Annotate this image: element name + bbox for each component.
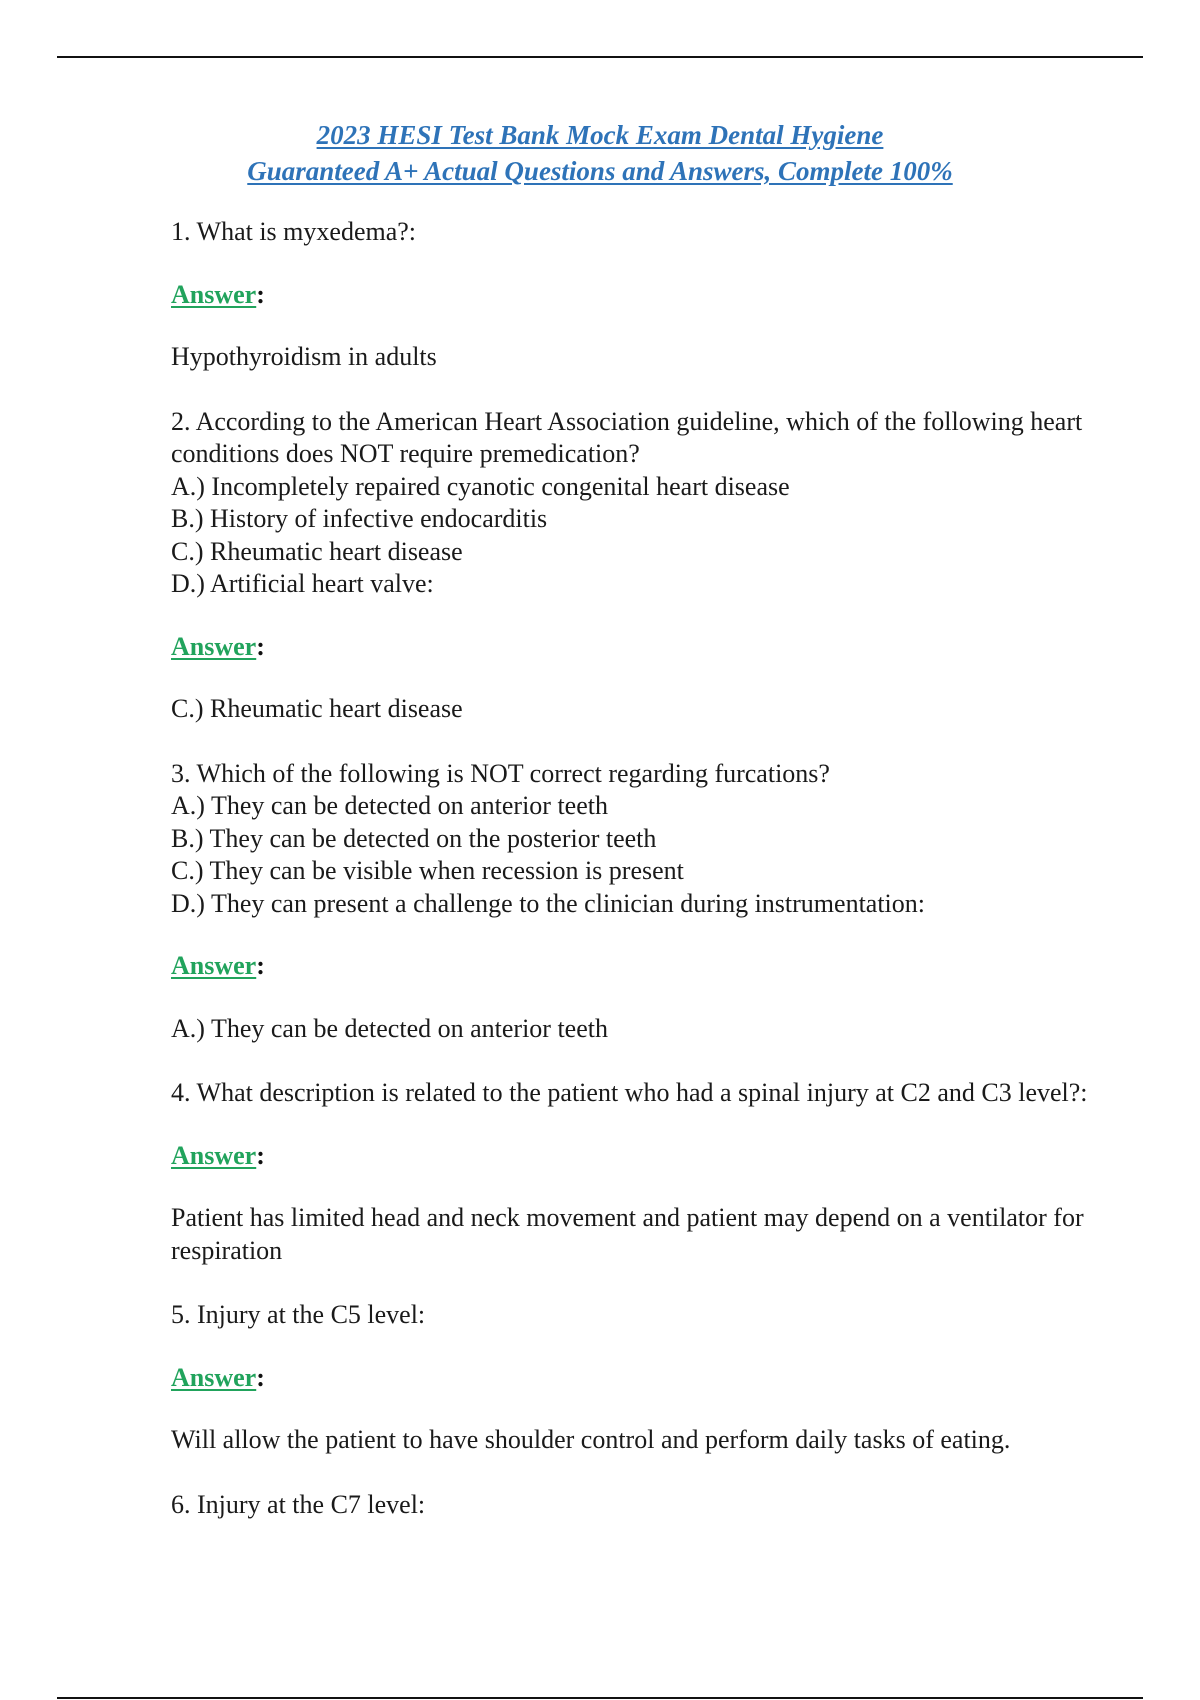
question-text: 6. Injury at the C7 level: — [171, 1489, 426, 1519]
question-3 — [171, 758, 1101, 1046]
answer-label: Answer: — [171, 951, 265, 980]
answer-text: Patient has limited head and neck movement and patient may depend on a ventilator for respiration — [171, 1203, 1084, 1265]
question-text: 4. What description is related to the patient who had a spinal injury at C2 and C3 level?: — [171, 1078, 1088, 1107]
option-d: D.) Artificial heart valve: — [171, 569, 434, 598]
option-a: A.) Incompletely repaired cyanotic congenital heart disease — [171, 471, 790, 501]
question-6 — [171, 1489, 1101, 1522]
question-text: 3. Which of the following is NOT correct regarding furcations? — [171, 758, 830, 788]
question-4 — [171, 1077, 1101, 1267]
option-d: D.) They can present a challenge to the clinician during instrumentation: — [171, 888, 925, 918]
option-a: A.) They can be detected on anterior teeth — [171, 791, 608, 820]
question-2 — [171, 406, 1101, 726]
question-text: 5. Injury at the C5 level: — [171, 1300, 426, 1329]
answer-label: Answer: — [171, 1362, 265, 1392]
option-c: C.) Rheumatic heart disease — [171, 536, 463, 566]
answer-text: A.) They can be detected on anterior teeth — [171, 1013, 608, 1043]
bottom-rule — [57, 1697, 1143, 1699]
answer-text: C.) Rheumatic heart disease — [171, 694, 463, 723]
document-title — [0, 117, 1200, 189]
title-line-1: 2023 HESI Test Bank Mock Exam Dental Hygiene — [316, 120, 884, 150]
answer-label: Answer: — [171, 631, 265, 661]
qa-content — [171, 216, 1101, 1521]
question-5 — [171, 1299, 1101, 1457]
question-text: 1. What is myxedema?: — [171, 217, 417, 246]
top-rule — [57, 56, 1143, 58]
answer-text: Will allow the patient to have shoulder control and perform daily tasks of eating. — [171, 1425, 1011, 1454]
title-line-2: Guaranteed A+ Actual Questions and Answers, Complete 100% — [247, 156, 953, 186]
option-b: B.) They can be detected on the posterior teeth — [171, 823, 657, 853]
answer-text: Hypothyroidism in adults — [171, 342, 437, 371]
question-1 — [171, 216, 1101, 374]
question-text: 2. According to the American Heart Association guideline, which of the following heart conditions does NOT require premedication? — [171, 406, 1083, 468]
answer-label: Answer: — [171, 279, 265, 309]
option-b: B.) History of infective endocarditis — [171, 504, 548, 533]
option-c: C.) They can be visible when recession is present — [171, 856, 684, 885]
answer-label: Answer: — [171, 1140, 265, 1170]
